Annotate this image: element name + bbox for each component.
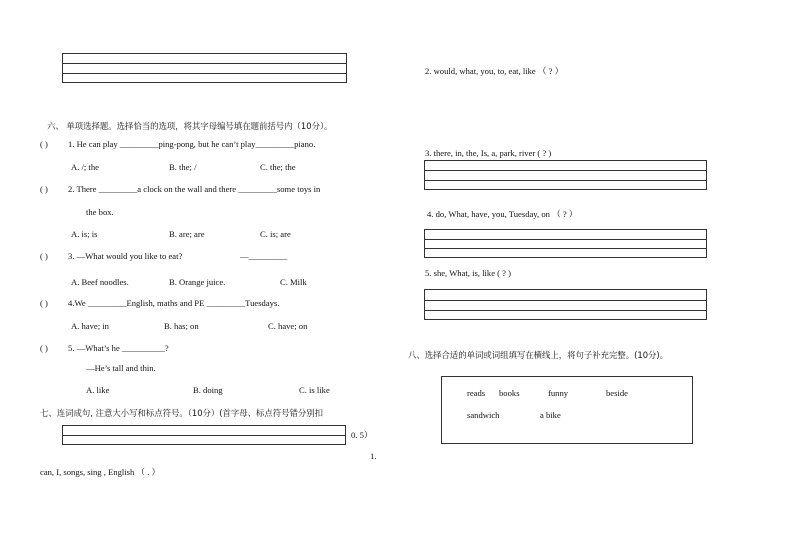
word-bank-box — [441, 376, 693, 444]
q1-option-c: C. the; the — [260, 162, 296, 172]
q2-option-c: C. is; are — [260, 229, 291, 239]
q5-option-b: B. doing — [193, 385, 223, 395]
s7-q2-words: 2. would, what, you, to, eat, like （ ? ） — [425, 66, 564, 76]
s7-q1-number: 1. — [370, 451, 377, 461]
word-bank-item: a bike — [540, 410, 561, 420]
s7-q3-words: 3. there, in, the, Is, a, park, river ( ? ) — [425, 148, 552, 158]
q2-stem-continued: the box. — [86, 207, 114, 217]
q4-option-c: C. have; on — [268, 321, 308, 331]
answer-lines-s7-q3[interactable] — [424, 160, 707, 190]
word-bank-item: sandwich — [467, 410, 500, 420]
q3-option-a: A. Beef noodles. — [71, 277, 129, 287]
q2-bracket[interactable]: ( ) — [40, 184, 48, 194]
answer-lines-s7-q5[interactable] — [424, 289, 707, 320]
q3-stem: 3. —What would you like to eat? — [68, 251, 183, 261]
q4-option-a: A. have; in — [71, 321, 109, 331]
q3-option-c: C. Milk — [280, 277, 307, 287]
q1-option-b: B. the; / — [169, 162, 197, 172]
q5-option-a: A. like — [86, 385, 110, 395]
s7-q5-words: 5. she, What, is, like ( ? ) — [425, 268, 511, 278]
q1-option-a: A. /; the — [71, 162, 99, 172]
q2-stem: 2. There _________a clock on the wall and there _________some toys in — [68, 184, 321, 194]
word-bank-item: funny — [548, 388, 569, 398]
word-bank-item: books — [499, 388, 520, 398]
q5-stem: 5. —What’s he __________? — [68, 343, 169, 353]
q4-bracket[interactable]: ( ) — [40, 298, 48, 308]
s7-q4-words: 4. do, What, have, you, Tuesday, on （ ? ） — [427, 209, 578, 219]
q3-option-b: B. Orange juice. — [169, 277, 226, 287]
section7-heading: 七、连词成句, 注意大小写和标点符号。（10分）(首字母、标点符号错分别扣 — [40, 408, 324, 418]
q5-option-c: C. is like — [299, 385, 330, 395]
q2-option-b: B. are; are — [169, 229, 205, 239]
q1-stem: 1. He can play _________ping-pong, but he can’t play_________piano. — [68, 139, 316, 149]
q4-option-b: B. has; on — [164, 321, 199, 331]
section6-heading: 六、 单项选择题。选择恰当的选项，将其字母编号填在题前括号内（10分）。 — [47, 121, 333, 131]
s7-q1-words: can, I, songs, sing , English （ . ） — [40, 467, 161, 477]
word-bank-item: reads — [467, 388, 486, 398]
q3-bracket[interactable]: ( ) — [40, 251, 48, 261]
q5-stem-continued: —He’s tall and thin. — [86, 363, 156, 373]
q3-answer-blank: —_________ — [240, 251, 288, 261]
section7-heading-tail: 0. 5） — [351, 430, 373, 440]
answer-lines-top[interactable] — [62, 53, 347, 83]
q1-bracket[interactable]: ( ) — [40, 139, 48, 149]
answer-lines-s7-q4[interactable] — [424, 229, 707, 258]
answer-lines-s7-q1[interactable] — [62, 425, 346, 445]
q4-stem: 4.We _________English, maths and PE _________Tuesdays. — [68, 298, 280, 308]
q5-bracket[interactable]: ( ) — [40, 343, 48, 353]
word-bank-item: beside — [606, 388, 628, 398]
q2-option-a: A. is; is — [71, 229, 98, 239]
section8-heading: 八、选择合适的单词或词组填写在横线上，将句子补充完整。(10分)。 — [408, 350, 669, 360]
